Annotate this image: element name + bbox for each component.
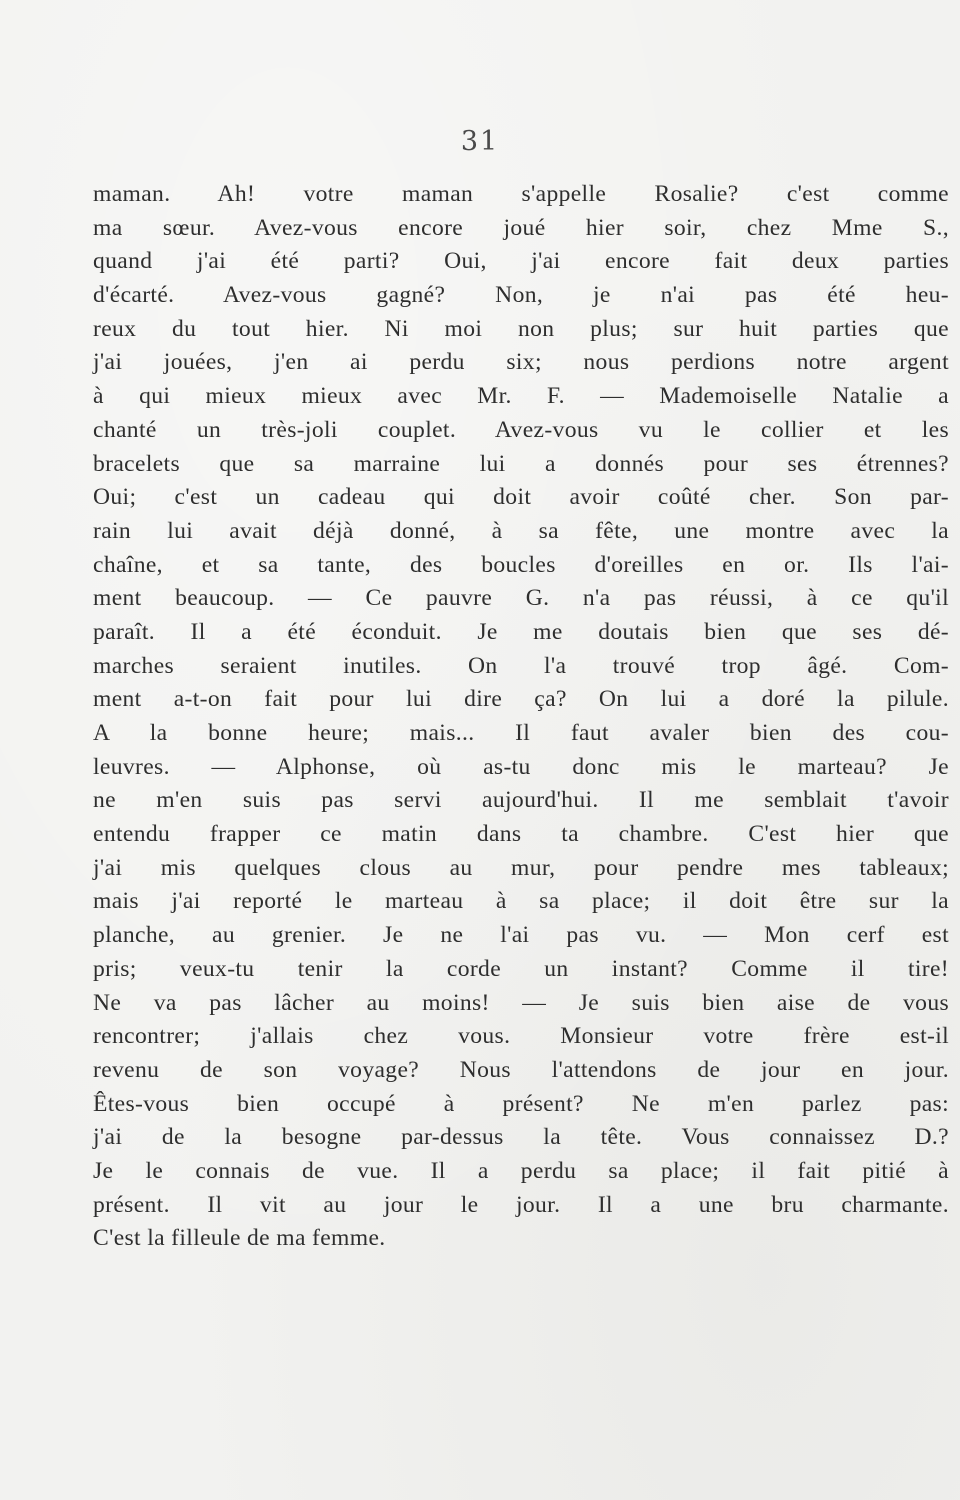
text-line: ma sœur. Avez-vous encore joué hier soir, chez Mme S., [93,214,949,241]
page-number: 31 [460,126,500,157]
text-line: entendu frapper ce matin dans ta chambre. C'est hier que [93,821,949,848]
text-line: ment a-t-on fait pour lui dire ça? On lui a doré la pilule. [93,686,949,713]
text-line-last: C'est la filleule de ma femme. [93,1225,386,1252]
text-line: Ne va pas lâcher au moins! — Je suis bien aise de vous [93,989,949,1016]
text-line: ne m'en suis pas servi aujourd'hui. Il me semblait t'avoir [93,787,949,814]
text-line: paraît. Il a été éconduit. Je me doutais bien que ses dé- [93,618,949,645]
text-line: chanté un très-joli couplet. Avez-vous vu le collier et les [93,416,949,443]
text-line: reux du tout hier. Ni moi non plus; sur huit parties que [93,315,949,342]
text-line: quand j'ai été parti? Oui, j'ai encore fait deux parties [93,248,949,275]
text-line: j'ai de la besogne par-dessus la tête. Vous connaissez D.? [93,1124,949,1151]
text-line: leuvres. — Alphonse, où as-tu donc mis le marteau? Je [93,753,949,780]
text-line: mais j'ai reporté le marteau à sa place; il doit être sur la [93,888,949,915]
text-line: pris; veux-tu tenir la corde un instant? Comme il tire! [93,955,949,982]
text-line: marches seraient inutiles. On l'a trouvé trop âgé. Com- [93,652,949,679]
text-line: Je le connais de vue. Il a perdu sa place; il fait pitié à [93,1157,949,1184]
text-line: Êtes-vous bien occupé à présent? Ne m'en parlez pas: [93,1090,949,1117]
text-line: A la bonne heure; mais... Il faut avaler bien des cou- [93,720,949,746]
text-line: rain lui avait déjà donné, à sa fête, une montre avec la [93,517,949,544]
text-line: à qui mieux mieux avec Mr. F. — Mademoiselle Natalie a [93,383,949,410]
text-line: j'ai jouées, j'en ai perdu six; nous perdions notre argent [93,349,949,376]
body-text [93,178,949,1256]
text-line: chaîne, et sa tante, des boucles d'oreilles en or. Ils l'ai- [93,551,949,578]
text-line: j'ai mis quelques clous au mur, pour pendre mes tableaux; [93,854,949,881]
text-line: Oui; c'est un cadeau qui doit avoir coûté cher. Son par- [93,484,949,511]
text-line: planche, au grenier. Je ne l'ai pas vu. — Mon cerf est [93,922,949,949]
text-line: revenu de son voyage? Nous l'attendons de jour en jour. [93,1056,949,1083]
text-line: maman. Ah! votre maman s'appelle Rosalie? c'est comme [93,181,949,207]
text-line: rencontrer; j'allais chez vous. Monsieur votre frère est-il [93,1023,949,1050]
text-line: ment beaucoup. — Ce pauvre G. n'a pas réussi, à ce qu'il [93,585,949,612]
text-line: présent. Il vit au jour le jour. Il a une bru charmante. [93,1191,949,1218]
text-line: d'écarté. Avez-vous gagné? Non, je n'ai pas été heu- [93,282,949,309]
text-line: bracelets que sa marraine lui a donnés pour ses étrennes? [93,450,949,477]
